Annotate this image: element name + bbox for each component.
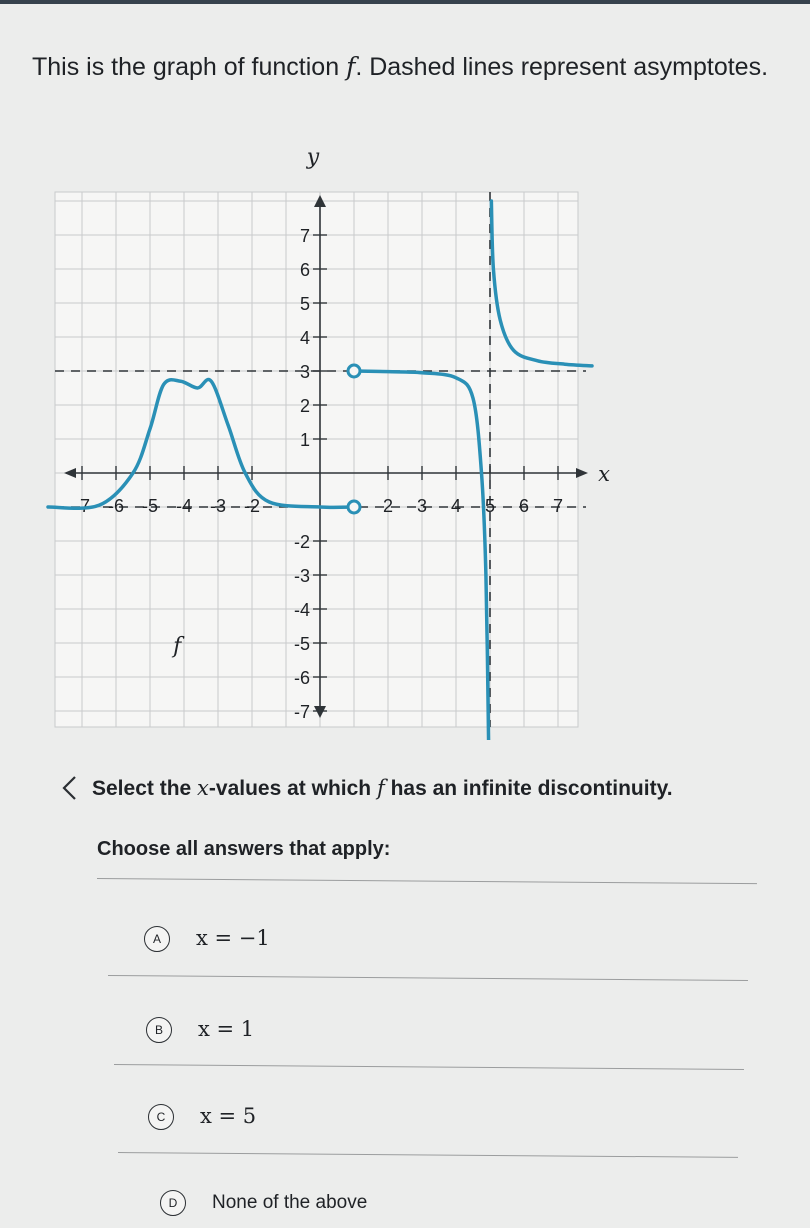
prompt-function-name: f xyxy=(346,52,356,81)
y-tick-label: -6 xyxy=(293,668,310,688)
choice-text: None of the above xyxy=(212,1192,368,1213)
y-tick-label: 2 xyxy=(299,396,310,416)
open-point xyxy=(348,501,360,513)
divider xyxy=(114,1064,744,1070)
x-tick-label: 2 xyxy=(382,496,394,516)
y-axis-label: y xyxy=(306,145,320,170)
plot-background xyxy=(55,192,578,727)
choice-b[interactable] xyxy=(146,1011,746,1055)
y-tick-label: -3 xyxy=(293,566,310,586)
x-tick-label: -4 xyxy=(175,496,193,516)
choice-letter-badge: D xyxy=(160,1190,186,1216)
x-axis-label: x xyxy=(598,462,610,486)
question-row xyxy=(56,772,776,808)
y-tick-label: -7 xyxy=(293,702,310,722)
question-text-start: Select the xyxy=(92,777,198,800)
x-tick-label: 5 xyxy=(484,496,496,516)
choice-letter-badge: A xyxy=(144,926,170,952)
question-variable: x xyxy=(197,776,209,800)
question-text-middle: -values at which xyxy=(208,777,377,800)
choice-text: x = 1 xyxy=(198,1017,255,1041)
x-tick-label: 7 xyxy=(552,496,564,516)
choice-a[interactable] xyxy=(144,920,744,964)
y-tick-label: 6 xyxy=(299,260,310,280)
y-tick-label: 1 xyxy=(299,430,310,450)
x-tick-label: -5 xyxy=(141,496,159,516)
open-point xyxy=(348,365,360,377)
y-tick-label: 5 xyxy=(299,294,310,314)
instructions: Choose all answers that apply: xyxy=(97,838,391,860)
prompt-text-end: . Dashed lines represent asymptotes. xyxy=(355,53,769,81)
y-tick-label: -2 xyxy=(293,532,310,552)
x-tick-label: -6 xyxy=(107,496,125,516)
back-button[interactable] xyxy=(56,772,82,804)
divider xyxy=(108,975,748,981)
question-function-name: f xyxy=(376,776,385,800)
choice-letter-badge: C xyxy=(148,1104,174,1130)
y-tick-label: 4 xyxy=(299,328,310,348)
choice-text: x = −1 xyxy=(196,926,270,950)
y-tick-label: 3 xyxy=(299,362,310,382)
chevron-left-icon xyxy=(56,772,82,804)
choice-letter-badge: B xyxy=(146,1017,172,1043)
function-label: f xyxy=(173,634,182,660)
x-tick-label: -7 xyxy=(73,496,91,516)
x-tick-label: 4 xyxy=(450,496,462,516)
x-tick-label: -3 xyxy=(209,496,227,516)
x-axis-right-arrow xyxy=(576,468,588,478)
y-tick-label: -4 xyxy=(293,600,310,620)
y-tick-label: 7 xyxy=(299,226,310,246)
x-tick-label: -2 xyxy=(243,496,261,516)
divider xyxy=(97,878,757,884)
question-text xyxy=(92,776,673,801)
y-tick-label: -5 xyxy=(293,634,310,654)
x-tick-label: 6 xyxy=(518,496,530,516)
choice-c[interactable] xyxy=(148,1098,748,1142)
question-text-end: has an infinite discontinuity. xyxy=(384,777,673,800)
choice-text: x = 5 xyxy=(200,1104,257,1128)
prompt-text-start: This is the graph of function xyxy=(32,53,347,81)
divider xyxy=(118,1152,738,1158)
choice-d[interactable] xyxy=(160,1184,760,1228)
x-tick-label: 3 xyxy=(416,496,428,516)
